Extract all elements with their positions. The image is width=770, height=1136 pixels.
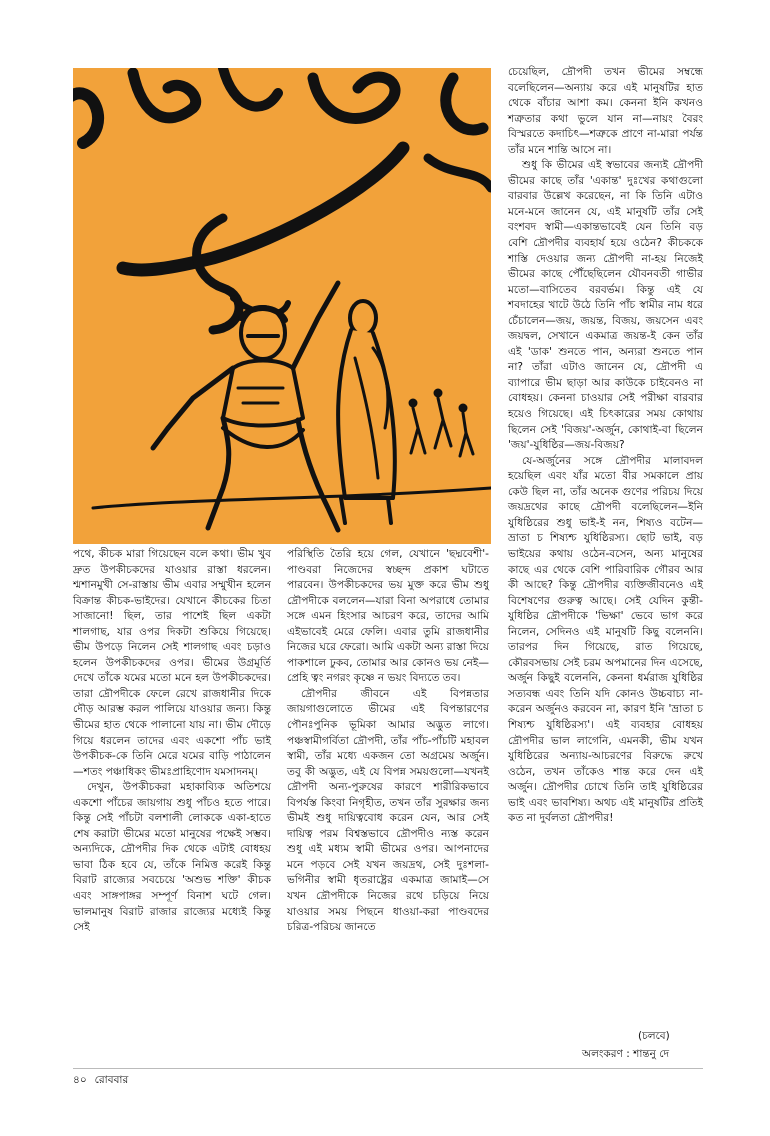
paragraph: চেয়েছিল, দ্রৌপদী তখন ভীমের সম্বন্ধে বলেছিলেন—অন্যায় করে এই মানুষটির হাত থেকে বাঁচার আশা কম। কেননা ইনি কখনও শত্রুতার কথা ভুলে যান না—নায়ং বৈরং বিস্মরতে কদাচিৎ—শত্রুকে প্রাণে না-মারা পর্যন্ত তাঁর মনে শান্তি আসে না। (508, 66, 703, 156)
story-illustration (73, 68, 491, 544)
paragraph: যে-অর্জুনের সঙ্গে দ্রৌপদীর মালাবদল হয়েছিল এবং যাঁর মতো বীর সমকালে প্রায় কেউ ছিল না, তাঁর অনেক গুণের পরিচয় দিয়ে জয়দ্রথের কাছে দ্রৌপদী বলেছিলেন—ইনি যুধিষ্ঠিরের শুধু ভাই-ই নন, শিষ্যও বটেন—ভ্রাতা চ শিষ্যশ্চ যুধিষ্ঠিরস্য। ছোট ভাই, বড় ভাইয়ের কথায় ওঠেন-বসেন, অন্য মানুষের কাছে এর থেকে বেশি পারিবারিক গৌরব আর কী আছে? কিন্তু দ্রৌপদীর ব্যক্তিজীবনেও এই বিশেষণের গুরুত্ব আছে। সেই যেদিন কুন্তী-যুধিষ্ঠির দ্রৌপদীকে 'ভিক্ষা' ভেবে ভাগ করে নিলেন, সেদিনও এই মানুষটি কিছু বলেননি। তারপর দিন গিয়েছে, রাত গিয়েছে, কৌরবসভায় সেই চরম অপমানের দিন এসেছে, অর্জুন কিছুই বলেননি, কেননা ধর্মরাজ যুধিষ্ঠির সত্যবন্ধ এবং তিনি যদি কোনও উচ্চবাচ্য না-করেন অর্জুনও করবেন না, কারণ ইনি 'ভ্রাতা চ শিষ্যশ্চ যুধিষ্ঠিরস্য'। এই ব্যবহার বোধহয় দ্রৌপদীর ভাল লাগেনি, এমনকী, ভীম যখন যুধিষ্ঠিরের অন্যায়-আচরণের বিরুদ্ধে রুখে ওঠেন, তখন তাঁকেও শান্ত করে দেন এই অর্জুন। দ্রৌপদীর চোখে তিনি তাই যুধিষ্ঠিরের ভাই এবং ভাবশিষ্য। অথচ এই মানুষটির প্রতিই কত না দুর্বলতা দ্রৌপদীর! (508, 454, 703, 825)
magazine-name: রোববার (94, 1074, 129, 1086)
page-footer (73, 1073, 128, 1090)
page-number: ৪০ (73, 1074, 87, 1086)
paragraph: পরিস্থিতি তৈরি হয়ে গেল, যেখানে 'ছদ্মবেশী'-পাণ্ডবরা নিজেদের স্বচ্ছন্দ প্রকাশ ঘটাতে পারবেন। উপকীচকদের ভয় মুক্ত করে ভীম শুধু দ্রৌপদীকে বললেন—যারা বিনা অপরাধে তোমার সঙ্গে এমন হিংসার আচরণ করে, তাদের আমি এইভাবেই মেরে ফেলি। এবার তুমি রাজধানীর নিজের ঘরে ফেরো। আমি একটা অন্য রাস্তা দিয়ে পাকশালে ঢুকব, তোমার আর কোনও ভয় নেই—প্রেহি ত্বং নগরং কৃষ্ণে ন ভয়ং বিদ্যতে তব। (287, 548, 489, 685)
text-column-1 (73, 547, 271, 936)
paragraph: দ্রৌপদীর জীবনে এই বিপন্নতার জায়গাগুলোতে ভীমের এই বিপন্তারণের পৌনঃপুনিক ভূমিকা আমার অদ্ভুত লাগে। পঞ্চস্বামীগর্বিতা দ্রৌপদী, তাঁর পাঁচ-পাঁচটি মহাবল স্বামী, তাঁর মধ্যে একজন তো অগ্রমেয় অর্জুন। তবু কী অদ্ভুত, এই যে বিপন্ন সময়গুলো—যখনই দ্রৌপদী অন্য-পুরুষের কারণে শারীরিকভাবে বিপর্যস্ত কিংবা নিগৃহীত, তখন তাঁর সুরক্ষার জন্য ভীমই শুধু দায়িত্ববোধ করেন যেন, আর সেই দায়িত্ব পরম বিশ্বস্তভাবে দ্রৌপদীও ন্যস্ত করেন শুধু এই মধ্যম স্বামী ভীমের ওপর। আপনাদের মনে পড়বে সেই যখন জয়দ্রথ, সেই দুঃশলা-ভগিনীর স্বামী ধৃতরাষ্ট্রের একমাত্র জামাই—সে যখন দ্রৌপদীকে নিজের রথে চড়িয়ে নিয়ে যাওয়ার সময় পিছনে ধাওয়া-করা পাণ্ডবদের চরিত্র-পরিচয় জানতে (287, 687, 489, 934)
continued-note: (চলবে) (638, 1030, 670, 1042)
text-column-2 (287, 547, 489, 936)
paragraph: শুধু কি ভীমের এই স্বভাবের জন্যই দ্রৌপদী ভীমের কাছে তাঁর 'একান্ত' দুঃখের কথাগুলো বারবার উল্লেখ করেছেন, না কি তিনি এটাও মনে-মনে জানেন যে, এই মানুষটি তাঁর সেই বংশবদ স্বামী—একান্তভাবেই যেন তিনি বড় বেশি দ্রৌপদীর ব্যবহার্য হয়ে ওঠেন? কীচককে শাস্তি দেওয়ার জন্য দ্রৌপদী না-হয় নিজেই ভীমের কাছে পৌঁছেছিলেন যৌবনবতী গাভীর মতো—বাসিতেব বরবর্ভম। কিন্তু এই যে শবদাহের খাটে উঠে তিনি পাঁচ স্বামীর নাম ধরে চেঁচালেন—জয়, জয়ন্ত, বিজয়, জয়সেন এবং জয়দ্বল, সেখানে একমাত্র জয়ন্ত-ই কেন তাঁর এই 'ডাক' শুনতে পান, অন্যরা শুনতে পান না? তাঁরা এটাও জানেন যে, দ্রৌপদী এ ব্যাপারে ভীম ছাড়া আর কাউকে চাইবেনও না বোধহয়। কেননা চাওয়ার সেই পরীক্ষা বারবার হয়েও গিয়েছে। এই চিৎকারের সময় কোথায় ছিলেন সেই 'বিজয়'-অর্জুন, কোথাই-বা ছিলেন 'জয়'-যুধিষ্ঠির—জয়-বিজয়? (508, 159, 703, 452)
illustration-credit: অলংকরণ : শান্তনু দে (582, 1048, 669, 1060)
paragraph: পথে, কীচক মারা গিয়েছেন বলে কথা। ভীম খুব দ্রুত উপকীচকদের যাওয়ার রাস্তা ধরলেন। শ্মশানমুখী সে-রাস্তায় ভীম এবার সম্মুখীন হলেন বিক্রান্ত কীচক-ভাইদের। যেখানে কীচকের চিতা সাজানো! ছিল, তার পাশেই ছিল একটা শালগাছ, যার ওপর দিকটা শুকিয়ে গিয়েছে। ভীম উপড়ে নিলেন সেই শালগাছ এবং চড়াও হলেন উপকীচকদের ওপর। ভীমের উগ্রমূর্তি দেখে তাঁকে যমের মতো মনে হল উপকীচকদের। তারা দ্রৌপদীকে ফেলে রেখে রাজধানীর দিকে দৌড় আরম্ভ করল পালিয়ে যাওয়ার জন্য। কিন্তু ভীমের হাত থেকে পালানো যায় না। ভীম দৌড়ে গিয়ে ধরলেন তাদের এবং একশো পাঁচ ভাই উপকীচক-কে তিনি মেরে যমের বাড়ি পাঠালেন—শতং পঞ্চাধিকং ভীমঃপ্রাহিণোদ যমসাদনম্। (73, 548, 271, 778)
paragraph: দেখুন, উপকীচকরা মহাকাব্যিক অতিশয়ে একশো পাঁচের জায়গায় শুধু পাঁচও হতে পারে। কিন্তু সেই পাঁচটা বলশালী লোককে একা-হাতে শেষ করাটা ভীমের মতো মানুষের পক্ষেই সম্ভব। অন্যদিকে, দ্রৌপদীর দিক থেকে এটাই বোধহয় ভাবা ঠিক হবে যে, তাঁকে নিমিত্ত করেই কিন্তু বিরাট রাজ্যের সবচেয়ে 'অশুভ শক্তি' কীচক এবং সাঙ্গপাঙ্গর সম্পূর্ণ বিনাশ ঘটে গেল। ভালমানুষ বিরাট রাজার রাজ্যের মধ্যেই কিন্তু সেই (73, 781, 271, 934)
mahabharata-bhima-draupadi-icon (73, 68, 491, 544)
text-column-3 (508, 65, 703, 827)
footer-divider (73, 1068, 703, 1069)
